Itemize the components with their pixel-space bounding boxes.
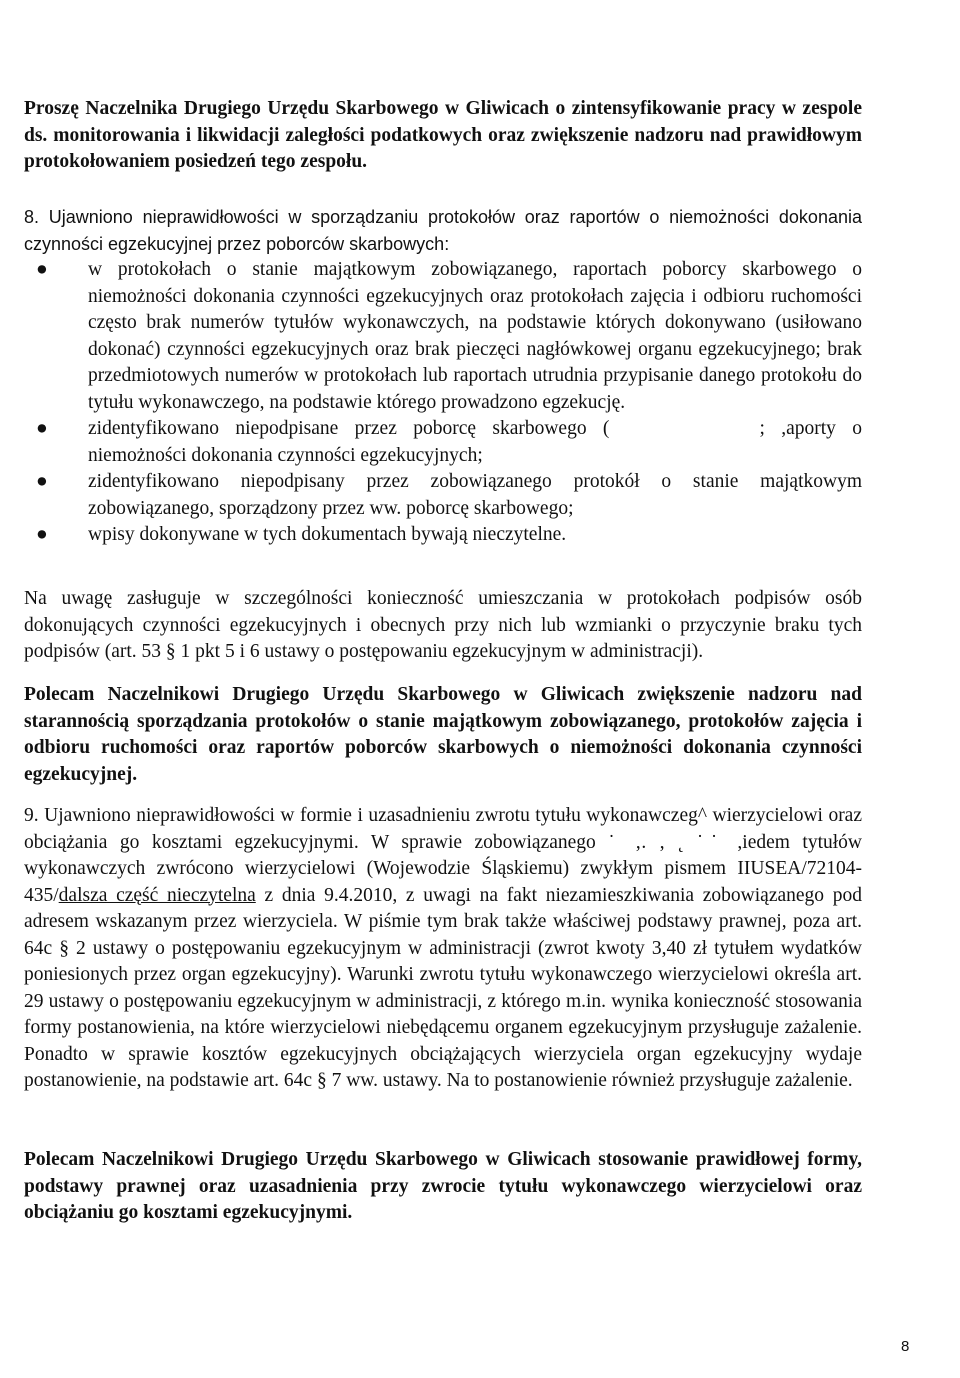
bullet-text: zidentyfikowano niepodpisane przez poborcę skarbowego ( (88, 418, 610, 439)
bullet-icon: ● (36, 418, 48, 439)
bullet-icon: ● (36, 259, 48, 280)
bullet-text: wpisy dokonywane w tych dokumentach bywają nieczytelne. (88, 524, 567, 545)
section-9-paragraph (24, 803, 862, 1095)
bullet-text: zidentyfikowano niepodpisany przez zobowiązanego protokół o stanie majątkowym zobowiązanego, sporządzony przez ww. poborcę skarbowego; (88, 471, 862, 519)
section-9-recommendation: Polecam Naczelnikowi Drugiego Urzędu Skarbowego w Gliwicach stosowanie prawidłowej formy, podstawy prawnej oraz uzasadnienia przy zwrocie tytułu wykonawczego wierzycielowi oraz obciążaniu go kosztami egzekucyjnymi. (24, 1149, 862, 1223)
section-9-text-continued: z dnia 9.4.2010, z uwagi na fakt niezamieszkiwania zobowiązanego pod adresem wskazanym przez wierzyciela. W piśmie tym brak także właściwej podstawy prawnej, poza art. 64c § 2 ustawy o postępowaniu egzekucyjnym w administracji (zwrot kwoty 3,40 zł tytułem wydatków poniesionych przez organ egzekucyjny). Warunki zwrotu tytułu wykonawczego wierzycielowi określa art. 29 ustawy o postępowaniu egzekucyjnym w administracji, z którego m.in. wynika konieczność stosowania formy postanowienia, na które wierzycielowi niebędącemu organem egzekucyjnym przysługuje zażalenie. Ponadto w sprawie kosztów egzekucyjnych obciążających wierzyciela organ egzekucyjny wydaje postanowienie, na podstawie art. 64c § 7 ww. ustawy. Na to postanowienie również przysługuje zażalenie. (24, 884, 862, 1091)
bullet-text: w protokołach o stanie majątkowym zobowiązanego, raportach poborcy skarbowego o niemożności dokonania czynności egzekucyjnych oraz protokołach zajęcia i odbioru ruchomości często brak numerów tytułów wykonawczych, na podstawie których dokonywano (usiłowano dokonać) czynności egzekucyjnych oraz brak pieczęci nagłówkowej organu egzekucyjnego; brak przedmiotowych numerów w protokołach lub raportach utrudnia przypisanie danego protokołu do tytułu wykonawczego, na podstawie którego prowadzono egzekucję. (88, 259, 862, 413)
section-8-heading: 8. Ujawniono nieprawidłowości w sporządzaniu protokołów oraz raportów o niemożności dokonania czynności egzekucyjnej przez poborców skarbowych: (24, 207, 862, 254)
section-8-recommendation: Polecam Naczelnikowi Drugiego Urzędu Skarbowego w Gliwicach zwiększenie nadzoru nad starannością sporządzania protokołów o stanie majątkowym zobowiązanego, protokołów zajęcia i odbioru ruchomości oraz raportów poborców skarbowych o niemożności dokonania czynności egzekucyjnej. (24, 684, 862, 785)
page-number: 8 (901, 1338, 910, 1355)
bullet-text-continued: ; ,aporty o niemożności dokonania czynności egzekucyjnych; (88, 418, 863, 466)
list-item (24, 522, 862, 549)
list-item (24, 257, 862, 416)
section-8 (24, 204, 862, 549)
section-9-redacted-text: ˙ ‚. ‚ ˛ ˙˙ ,iedem tytułów wykonawczych zwrócono wierzycielowi (Wojewodzie Śląskiemu) zwykłym pismem IIUSEA/72104-435/ (24, 831, 862, 906)
list-item (24, 469, 862, 522)
section-9-text: 9. Ujawniono nieprawidłowości w formie i uzasadnieniu zwrotu tytułu wykonawczeg^ wierzycielowi oraz obciążania go kosztami egzekucyjnymi. W sprawie zobowiązanego (24, 805, 862, 853)
bullet-icon: ● (36, 524, 48, 545)
section-9-illegible-note: dalsza część nieczytelna (58, 884, 256, 906)
section-8-note: Na uwagę zasługuje w szczególności konieczność umieszczania w protokołach podpisów osób dokonujących czynności egzekucyjnych i obecnych przy nich lub wzmianki o przyczynie braku tych podpisów (art. 53 § 1 pkt 5 i 6 ustawy o postępowaniu egzekucyjnym w administracji). (24, 588, 862, 662)
bullet-icon: ● (36, 471, 48, 492)
section-8-bullet-list (24, 257, 862, 549)
intro-paragraph: Proszę Naczelnika Drugiego Urzędu Skarbowego w Gliwicach o zintensyfikowanie pracy w zespole ds. monitorowania i likwidacji zaległości podatkowych oraz zwiększenie nadzoru nad prawidłowym protokołowaniem posiedzeń tego zespołu. (24, 98, 862, 172)
list-item (24, 416, 862, 469)
